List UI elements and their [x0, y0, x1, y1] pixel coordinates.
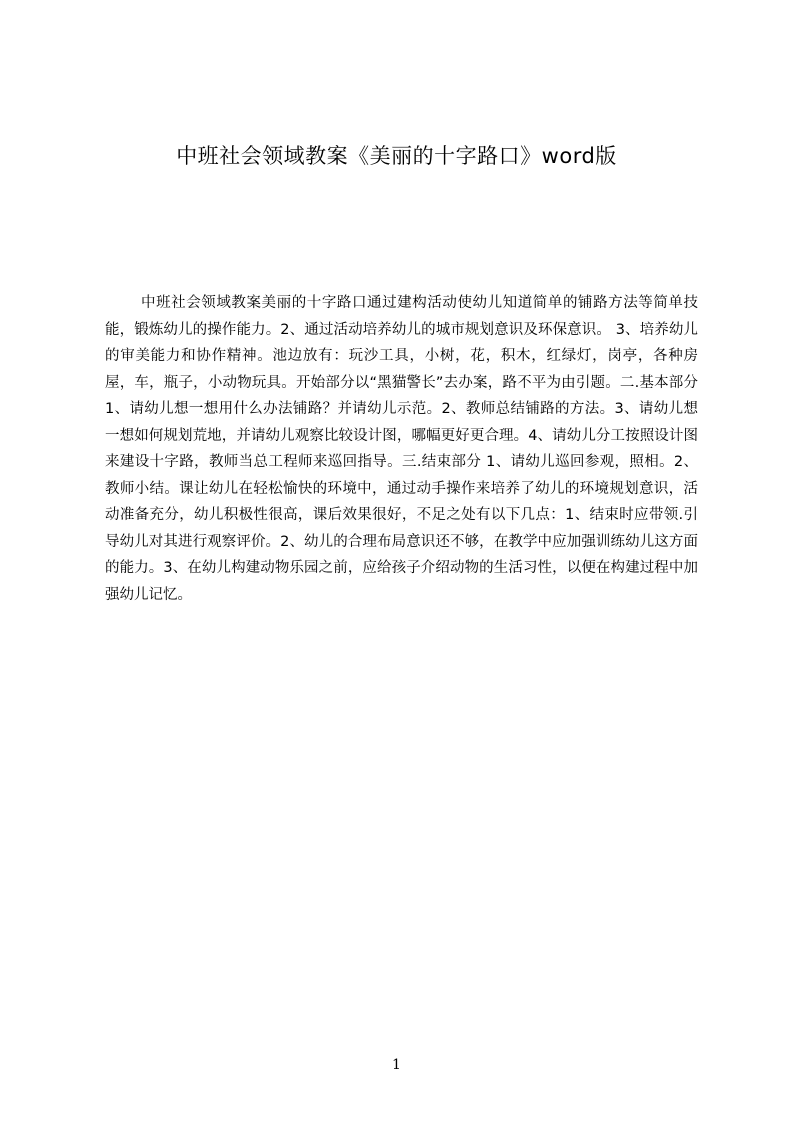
body-paragraph: 中班社会领域教案美丽的十字路口通过建构活动使幼儿知道简单的铺路方法等简单技能，锻炼幼儿的操作能力。2、通过活动培养幼儿的城市规划意识及环保意识。 3、培养幼儿的审美能力和协作精神。池边放有：玩沙工具，小树，花，积木，红绿灯，岗亭，各种房屋，车，瓶子，小动物玩具。开始部分以“黑猫警长”去办案，路不平为由引题。二.基本部分 1、请幼儿想一想用什么办法铺路？并请幼儿示范。2、教师总结铺路的方法。3、请幼儿想一想如何规划荒地，并请幼儿观察比较设计图，哪幅更好更合理。4、请幼儿分工按照设计图来建设十字路，教师当总工程师来巡回指导。三.结束部分 1、请幼儿巡回参观，照相。2、教师小结。课让幼儿在轻松愉快的环境中，通过动手操作来培养了幼儿的环境规划意识，活动准备充分，幼儿积极性很高，课后效果很好，不足之处有以下几点：1、结束时应带领.引导幼儿对其进行观察评价。2、幼儿的合理布局意识还不够，在教学中应加强训练幼儿这方面的能力。3、在幼儿构建动物乐园之前，应给孩子介绍动物的生活习性，以便在构建过程中加强幼儿记忆。 — [105, 295, 698, 603]
page-number: 1 — [392, 1057, 401, 1073]
document-title: 中班社会领域教案《美丽的十字路口》word版 — [176, 144, 617, 168]
